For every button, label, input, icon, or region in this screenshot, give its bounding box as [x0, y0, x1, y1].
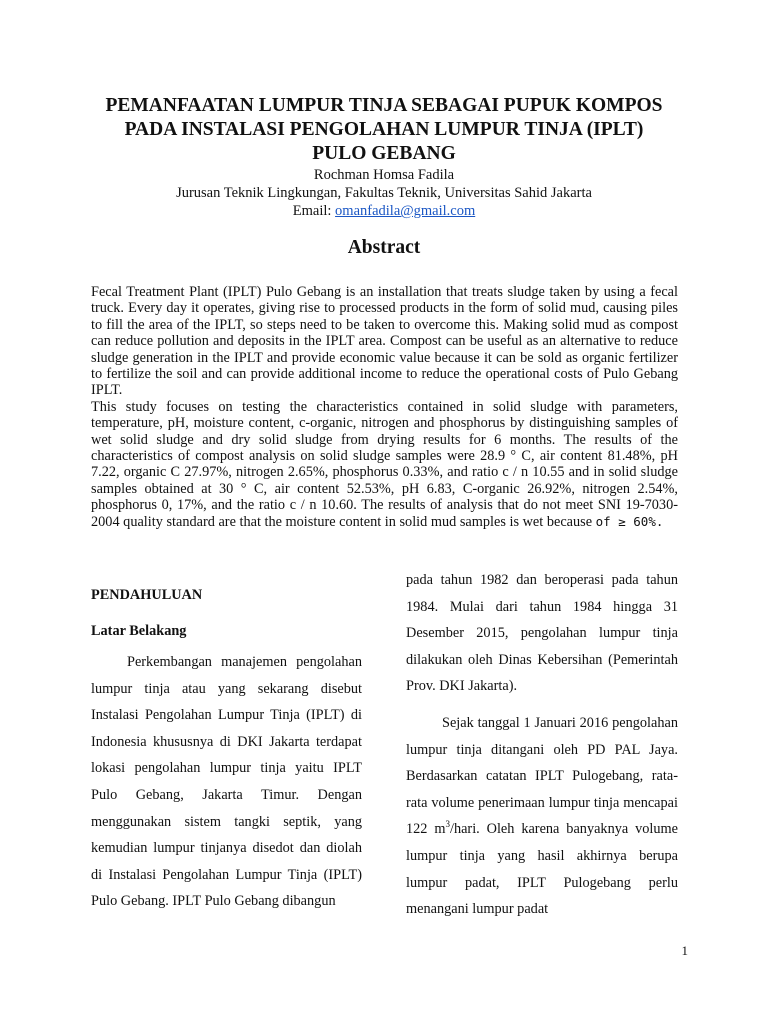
left-column	[91, 586, 362, 915]
abstract-paragraph-1: Fecal Treatment Plant (IPLT) Pulo Gebang is an installation that treats sludge taken by using a fecal truck. Every day it operates, giving rise to processed products in the form of solid mud, causing piles to fill the area of the IPLT, so steps need to be taken to overcome this. Making solid mud as compost can reduce pollution and deposits in the IPLT area. Compost can be useful as an alternative to reduce sludge generation in the IPLT and provide economic value because it can be sold as organic fertilizer to fertilize the soil and can provide additional income to reduce the operational costs of Pulo Gebang IPLT.	[91, 284, 678, 399]
right-paragraph-2-text-a: Sejak tanggal 1 Januari 2016 pengolahan lumpur tinja ditangani oleh PD PAL Jaya. Berdasarkan catatan IPLT Pulogebang, rata-rata volume penerimaan lumpur tinja mencapai 122 m	[406, 714, 678, 838]
author-email-line	[0, 202, 768, 220]
title-block	[0, 94, 768, 220]
email-link[interactable]: omanfadila@gmail.com	[335, 203, 476, 219]
right-column-paragraph-2	[406, 710, 678, 923]
author-name: Rochman Homsa Fadila	[313, 167, 455, 183]
superscript-cubic: 3	[445, 819, 450, 830]
author-affiliation: Jurusan Teknik Lingkungan, Fakultas Teknik, Universitas Sahid Jakarta	[176, 185, 592, 201]
sub-heading-latar-belakang: Latar Belakang	[91, 623, 187, 639]
page-number: 1	[681, 943, 688, 958]
abstract-body	[91, 284, 678, 530]
section-heading-pendahuluan: PENDAHULUAN	[91, 587, 203, 603]
abstract-heading: Abstract	[347, 237, 421, 258]
abstract-paragraph-2-end: of ≥ 60%.	[595, 513, 664, 529]
paper-title-line-3: PULO GEBANG	[312, 143, 456, 164]
right-paragraph-2-text-b: /hari. Oleh karena banyaknya volume lumpur tinja yang hasil akhirnya berupa lumpur padat, IPLT Pulogebang perlu menangani lumpur padat	[406, 821, 678, 918]
left-column-paragraph: Perkembangan manajemen pengolahan lumpur tinja atau yang sekarang disebut Instalasi Pengolahan Lumpur Tinja (IPLT) di Indonesia khususnya di DKI Jakarta terdapat lokasi pengolahan lumpur tinja yaitu IPLT Pulo Gebang, Jakarta Timur. Dengan menggunakan sistem tangki septik, yang kemudian lumpur tinjanya disedot dan diolah di Instalasi Pengolahan Lumpur Tinja (IPLT) Pulo Gebang. IPLT Pulo Gebang dibangun	[91, 654, 362, 910]
abstract-paragraph-2-text: This study focuses on testing the characteristics contained in solid sludge with parameters, temperature, pH, moisture content, c-organic, nitrogen and phosphorus by distinguishing samples of wet solid sludge and dry solid sludge from drying results for 6 months. The results of the characteristics of compost analysis on solid sludge samples were 28.9 ° C, air content 81.48%, pH 7.22, organic C 27.97%, nitrogen 2.65%, phosphorus 0.33%, and ratio c / n 10.55 and in solid sludge samples obtained at 30 ° C, air content 52.53%, pH 6.83, C-organic 26.92%, nitrogen 2.54%, phosphorus 0, 17%, and the ratio c / n 10.60. The results of analysis that do not meet SNI 19-7030-2004 quality standard are that the moisture content in solid mud samples is wet because	[91, 398, 678, 530]
abstract-paragraph-2	[91, 399, 678, 530]
right-column	[406, 567, 678, 923]
paper-title-line-2: PADA INSTALASI PENGOLAHAN LUMPUR TINJA (IPLT)	[124, 119, 644, 140]
paper-title-line-1: PEMANFAATAN LUMPUR TINJA SEBAGAI PUPUK KOMPOS	[105, 95, 663, 116]
email-label: Email:	[292, 203, 336, 219]
right-column-paragraph-1: pada tahun 1982 dan beroperasi pada tahun 1984. Mulai dari tahun 1984 hingga 31 Desember 2015, pengolahan lumpur tinja dilakukan oleh Dinas Kebersihan (Pemerintah Prov. DKI Jakarta).	[406, 572, 678, 695]
